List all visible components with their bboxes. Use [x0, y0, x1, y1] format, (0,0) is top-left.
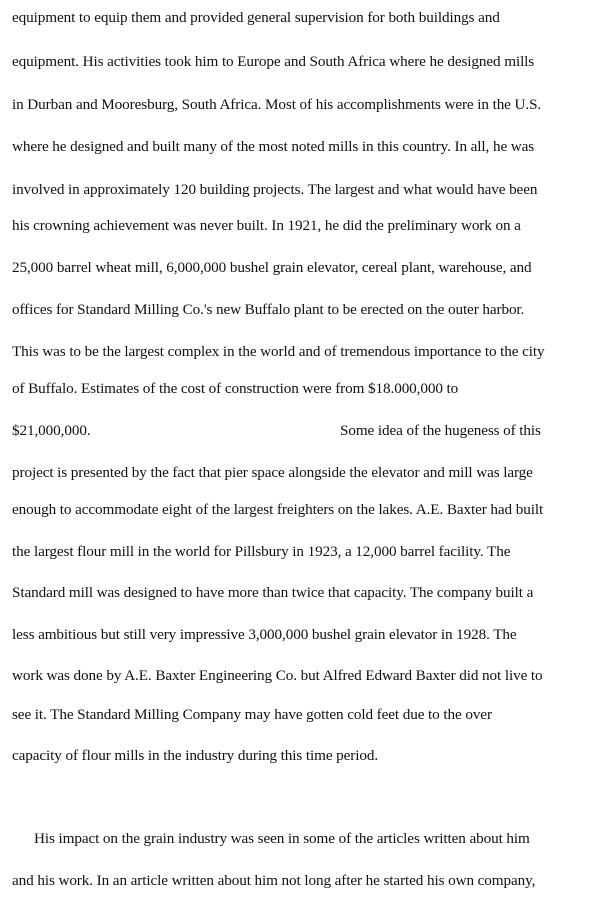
text-line-11-left: $21,000,000.: [12, 422, 91, 439]
text-line-16: less ambitious but still very impressive 3,000,000 bushel grain elevator in 1928. The: [12, 626, 517, 643]
text-line-11-right: Some idea of the hugeness of this: [340, 422, 541, 439]
text-line-12: project is presented by the fact that pier space alongside the elevator and mill was large: [12, 464, 533, 481]
text-line-13: enough to accommodate eight of the largest freighters on the lakes. A.E. Baxter had built: [12, 501, 544, 518]
text-line-7: 25,000 barrel wheat mill, 6,000,000 bushel grain elevator, cereal plant, warehouse, and: [12, 259, 532, 276]
text-line-21: and his work. In an article written about him not long after he started his own company,: [12, 872, 536, 889]
text-line-8: offices for Standard Milling Co.'s new Buffalo plant to be erected on the outer harbor.: [12, 301, 525, 318]
text-line-9: This was to be the largest complex in the world and of tremendous importance to the city: [12, 343, 545, 360]
text-line-4: where he designed and built many of the most noted mills in this country. In all, he was: [12, 138, 535, 155]
text-line-18: see it. The Standard Milling Company may have gotten cold feet due to the over: [12, 706, 492, 723]
text-line-19: capacity of flour mills in the industry during this time period.: [12, 747, 379, 764]
text-line-5: involved in approximately 120 building projects. The largest and what would have been: [12, 181, 538, 198]
text-line-1: equipment to equip them and provided general supervision for both buildings and: [12, 9, 500, 26]
text-line-17: work was done by A.E. Baxter Engineering Co. but Alfred Edward Baxter did not live to: [12, 667, 543, 684]
text-line-6: his crowning achievement was never built. In 1921, he did the preliminary work on a: [12, 217, 521, 234]
text-line-14: the largest flour mill in the world for Pillsbury in 1923, a 12,000 barrel facility. The: [12, 543, 511, 560]
text-line-2: equipment. His activities took him to Europe and South Africa where he designed mills: [12, 53, 535, 70]
text-line-3: in Durban and Mooresburg, South Africa. Most of his accomplishments were in the U.S.: [12, 96, 542, 113]
text-line-10: of Buffalo. Estimates of the cost of construction were from $18.000,000 to: [12, 380, 459, 397]
text-line-15: Standard mill was designed to have more than twice that capacity. The company built a: [12, 584, 534, 601]
text-line-20: His impact on the grain industry was seen in some of the articles written about him: [34, 830, 530, 847]
